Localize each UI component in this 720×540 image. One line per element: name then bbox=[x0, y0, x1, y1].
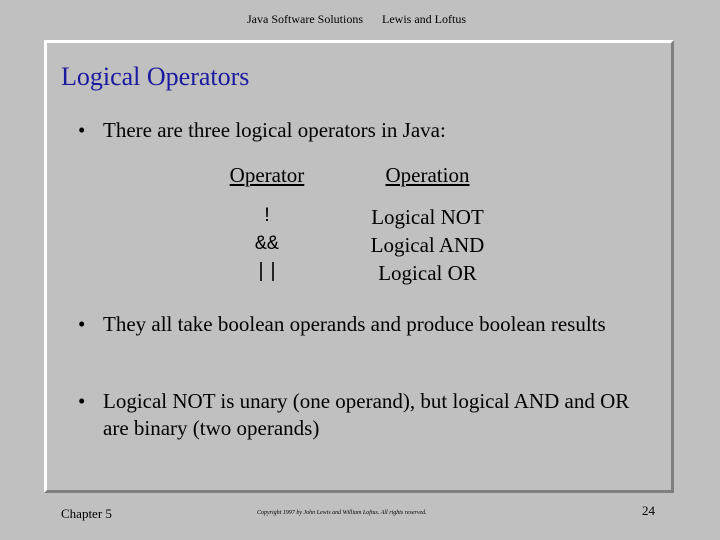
footer-page-number: 24 bbox=[642, 503, 655, 518]
bullet-icon: • bbox=[78, 389, 86, 413]
bullet-text: They all take boolean operands and produce boolean results bbox=[103, 312, 606, 336]
footer-chapter: Chapter 5 bbox=[61, 506, 112, 521]
operator-cell: && bbox=[254, 233, 279, 256]
operator-column bbox=[224, 160, 310, 287]
header-authors: Lewis and Loftus bbox=[382, 12, 466, 26]
operator-cell: ! bbox=[260, 205, 273, 228]
header-book-title: Java Software Solutions bbox=[247, 12, 363, 26]
operation-cell: Logical AND bbox=[370, 233, 485, 257]
operator-cell: || bbox=[254, 261, 279, 284]
operation-header: Operation bbox=[385, 163, 470, 187]
bullet-icon: • bbox=[78, 312, 86, 336]
operation-cell: Logical NOT bbox=[371, 205, 484, 229]
operation-column bbox=[355, 160, 500, 287]
bullet-item-3 bbox=[78, 388, 658, 442]
bullet-text: Logical NOT is unary (one operand), but logical AND and OR are binary (two operands) bbox=[103, 389, 630, 440]
bullet-text: There are three logical operators in Java: bbox=[103, 118, 446, 142]
bullet-icon: • bbox=[78, 118, 86, 142]
operator-header: Operator bbox=[229, 163, 305, 187]
operation-cell: Logical OR bbox=[378, 261, 477, 285]
footer-copyright: Copyright 1997 by John Lewis and William Loftus. All rights reserved. bbox=[257, 510, 427, 516]
bullet-item-2 bbox=[78, 311, 658, 338]
slide-title: Logical Operators bbox=[61, 62, 250, 91]
bullet-item-1 bbox=[78, 117, 658, 144]
